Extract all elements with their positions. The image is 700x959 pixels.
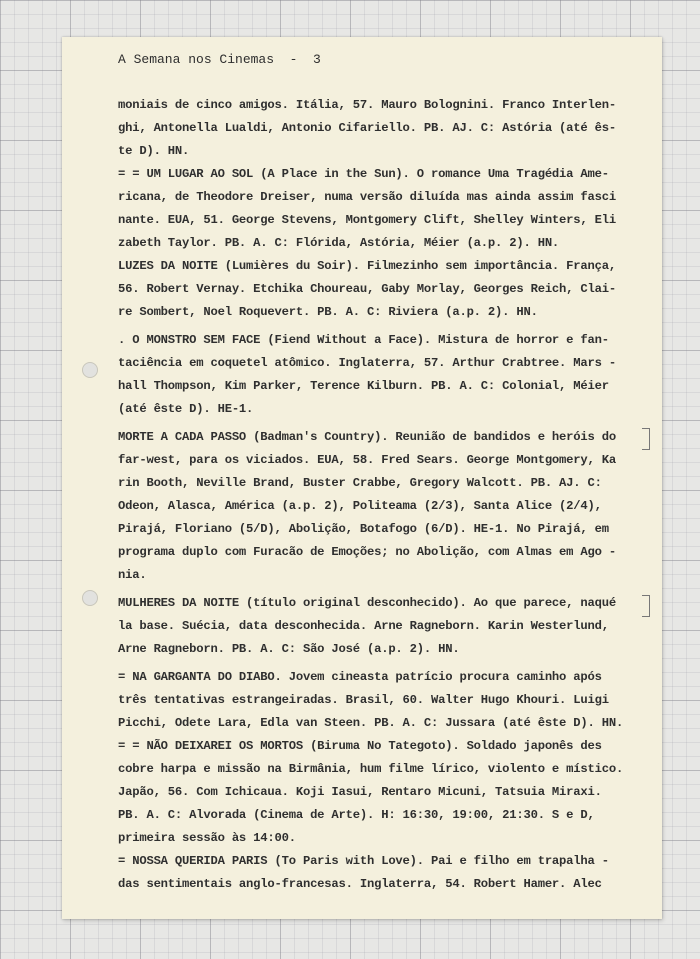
text-line: programa duplo com Furacão de Emoções; no Abolição, com Almas em Ago - [118,545,616,559]
text-line: cobre harpa e missão na Birmânia, hum filme lírico, violento e místico. [118,762,624,776]
text-line: = NA GARGANTA DO DIABO. Jovem cineasta patrício procura caminho após [118,670,602,684]
text-line: . O MONSTRO SEM FACE (Fiend Without a Face). Mistura de horror e fan- [118,333,609,347]
text-line: moniais de cinco amigos. Itália, 57. Mauro Bolognini. Franco Interlen- [118,98,616,112]
text-line: PB. A. C: Alvorada (Cinema de Arte). H: 16:30, 19:00, 21:30. S e D, [118,808,595,822]
text-line: ghi, Antonella Lualdi, Antonio Cifariello. PB. AJ. C: Astória (até ês- [118,121,616,135]
text-line: Odeon, Alasca, América (a.p. 2), Politeama (2/3), Santa Alice (2/4), [118,499,602,513]
text-line: (até êste D). HE-1. [118,402,254,416]
text-line: Pirajá, Floriano (5/D), Abolição, Botafogo (6/D). HE-1. No Pirajá, em [118,522,609,536]
text-line: = NOSSA QUERIDA PARIS (To Paris with Love). Pai e filho em trapalha - [118,854,609,868]
margin-bracket-mark [642,595,650,617]
text-line: nia. [118,568,147,582]
text-line: = = NÃO DEIXAREI OS MORTOS (Biruma No Tategoto). Soldado japonês des [118,739,602,753]
typewritten-page [62,37,662,919]
text-line: = = UM LUGAR AO SOL (A Place in the Sun). O romance Uma Tragédia Ame- [118,167,609,181]
text-line: far-west, para os viciados. EUA, 58. Fred Sears. George Montgomery, Ka [118,453,616,467]
text-line: MULHERES DA NOITE (título original desconhecido). Ao que parece, naqué [118,596,616,610]
text-line: três tentativas estrangeiradas. Brasil, 60. Walter Hugo Khouri. Luigi [118,693,609,707]
punch-hole [82,590,98,606]
text-line: rin Booth, Neville Brand, Buster Crabbe, Gregory Walcott. PB. AJ. C: [118,476,602,490]
text-line: LUZES DA NOITE (Lumières du Soir). Filmezinho sem importância. França, [118,259,616,273]
page-header: A Semana nos Cinemas - 3 [118,52,321,67]
text-line: Japão, 56. Com Ichicaua. Koji Iasui, Rentaro Micuni, Tatsuia Miraxi. [118,785,602,799]
text-line: Arne Ragneborn. PB. A. C: São José (a.p. 2). HN. [118,642,460,656]
text-line: MORTE A CADA PASSO (Badman's Country). Reunião de bandidos e heróis do [118,430,616,444]
text-line: 56. Robert Vernay. Etchika Choureau, Gaby Morlay, Georges Reich, Clai- [118,282,616,296]
text-line: te D). HN. [118,144,190,158]
margin-bracket-mark [642,428,650,450]
punch-hole [82,362,98,378]
text-line: nante. EUA, 51. George Stevens, Montgomery Clift, Shelley Winters, Eli [118,213,616,227]
text-line: Picchi, Odete Lara, Edla van Steen. PB. A. C: Jussara (até êste D). HN. [118,716,624,730]
text-line: re Sombert, Noel Roquevert. PB. A. C: Riviera (a.p. 2). HN. [118,305,538,319]
text-line: taciência em coquetel atômico. Inglaterra, 57. Arthur Crabtree. Mars - [118,356,616,370]
text-line: das sentimentais anglo-francesas. Inglaterra, 54. Robert Hamer. Alec [118,877,602,891]
text-line: zabeth Taylor. PB. A. C: Flórida, Astória, Méier (a.p. 2). HN. [118,236,560,250]
text-line: hall Thompson, Kim Parker, Terence Kilburn. PB. A. C: Colonial, Méier [118,379,609,393]
text-line: ricana, de Theodore Dreiser, numa versão diluída mas ainda assim fasci [118,190,616,204]
text-line: la base. Suécia, data desconhecida. Arne Ragneborn. Karin Westerlund, [118,619,609,633]
text-line: primeira sessão às 14:00. [118,831,296,845]
